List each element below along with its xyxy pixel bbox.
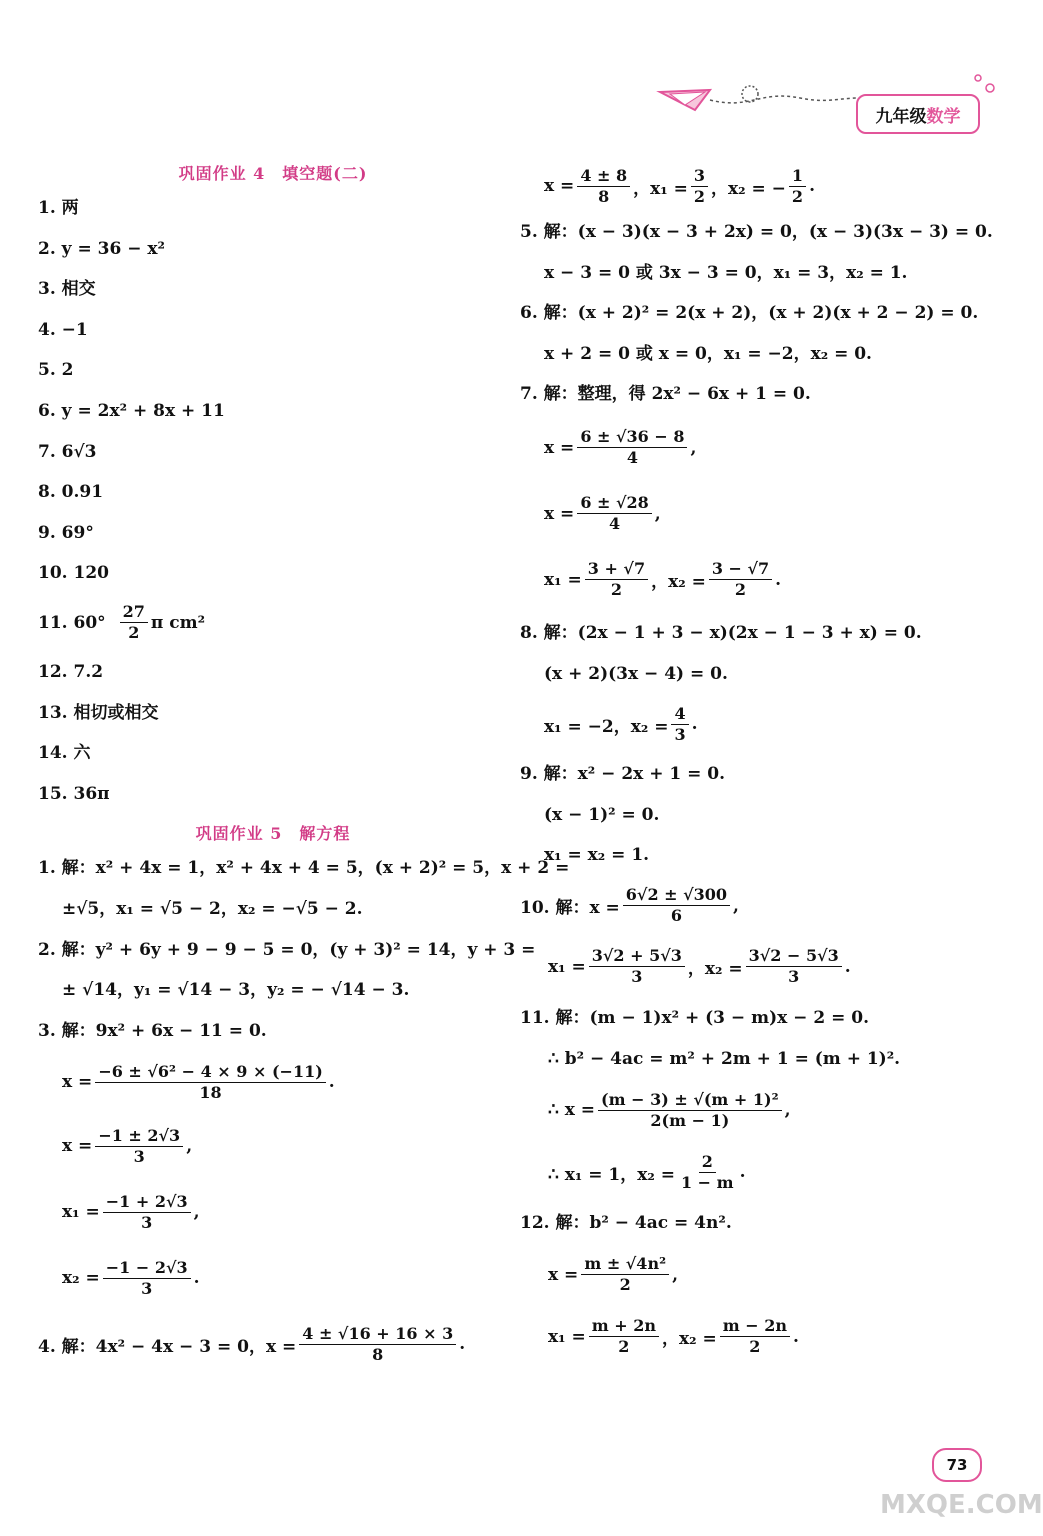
answer-8: 8. 0.91 — [38, 482, 104, 503]
x1-label: x₁ = — [548, 1326, 586, 1347]
q3-x2: x₂ = — [62, 1268, 100, 1289]
q10-fraction-3 — [746, 946, 842, 987]
q7-fraction-4 — [709, 559, 772, 600]
frac-den: 8 — [598, 186, 610, 206]
frac-num: 4 ± √16 + 16 × 3 — [299, 1324, 456, 1345]
q7-fraction-3 — [585, 559, 648, 600]
frac-den: 3 — [674, 724, 686, 744]
frac-den: 2 — [791, 186, 804, 206]
frac-num: 6 ± √28 — [577, 493, 651, 514]
q7-fraction-1 — [577, 427, 687, 468]
q9-line-b: (x − 1)² = 0. — [544, 804, 660, 825]
frac-den: 18 — [199, 1082, 222, 1102]
x2-label: ，x₂ = — [662, 1329, 717, 1350]
answer-11-fraction — [120, 602, 148, 643]
q3-fraction-4 — [103, 1258, 191, 1299]
frac-den: 3 — [141, 1278, 153, 1298]
frac-num: 3 − √7 — [709, 559, 772, 580]
q8-line-c: x₁ = −2，x₂ = $\frac{4}{3}$ . — [544, 703, 698, 744]
frac-num: −1 − 2√3 — [103, 1258, 191, 1279]
q7-fraction-2 — [577, 493, 651, 534]
badge-subject: 数学 — [926, 106, 961, 127]
q7-line-a: 7. 解：整理，得 2x² − 6x + 1 = 0. — [520, 384, 811, 405]
frac-num: −1 + 2√3 — [103, 1192, 191, 1213]
grade-subject-badge — [856, 94, 980, 134]
q11-line-c: ∴ x = $\frac{\text{(m − 3) ± √(m + 1)²}}{2(m - 1)}$ , — [548, 1089, 791, 1130]
q4-continued: x = $\frac{4 \pm 8}{8}$ ，x₁ = $\frac{3}{2}$ ，x₂ = − $\frac{1}{2}$ . — [544, 165, 815, 206]
q12-line-c: x₁ = $\frac{m + 2n}{2}$ ，x₂ = $\frac{m - 2n}{2}$ . — [548, 1316, 799, 1357]
q3-formula-1: x = $\frac{\text{−6 ± √6² − 4 × 9 × (−11)}}{18}$ . — [62, 1061, 335, 1102]
frac-num: 4 ± 8 — [577, 166, 630, 187]
q11-text-2: ∴ x₁ = 1，x₂ = — [548, 1164, 675, 1185]
frac-den: 3 — [141, 1212, 153, 1232]
q8-text: x₁ = −2，x₂ = — [544, 716, 669, 737]
frac-num: m + 2n — [589, 1316, 659, 1337]
q12-line-b: x = $\frac{\text{m ± √4n²}}{2}$ , — [548, 1254, 678, 1295]
answer-12: 12. 7.2 — [38, 661, 104, 682]
q11-fraction-1 — [598, 1090, 782, 1131]
q3-fraction-1 — [95, 1062, 325, 1103]
q3-formula-4: x₂ = $\frac{-1 - 2√3}{3}$ . — [62, 1257, 200, 1298]
answer-1: 1. 两 — [38, 198, 79, 218]
q10-text: 10. 解：x = — [520, 898, 620, 919]
x1-label: x₁ = — [548, 956, 586, 977]
q3-x: x = — [62, 1136, 93, 1157]
q11-fraction-2 — [678, 1152, 737, 1193]
answer-15: 15. 36π — [38, 783, 110, 804]
frac-num: −6 ± √6² − 4 × 9 × (−11) — [95, 1062, 325, 1083]
q9-line-a: 9. 解：x² − 2x + 1 = 0. — [520, 764, 726, 785]
frac-num: 27 — [120, 602, 148, 623]
q10-fraction-1 — [623, 885, 730, 926]
x2-label: ，x₂ = — [651, 572, 706, 593]
q1-line-a: 1. 解：x² + 4x = 1，x² + 4x + 4 = 5，(x + 2)² = 5，x + 2 = — [38, 858, 570, 879]
x-label: x = — [544, 503, 575, 524]
q6-line-a: 6. 解：(x + 2)² = 2(x + 2)，(x + 2)(x + 2 − 2) = 0. — [520, 303, 979, 324]
q3-x: x = — [62, 1072, 93, 1093]
q4-fraction — [299, 1324, 456, 1365]
watermark: MXQE.COM — [880, 1490, 1043, 1520]
answer-13: 13. 相切或相交 — [38, 702, 159, 723]
right-column — [520, 160, 1020, 1368]
q2-line-b: ± √14，y₁ = √14 − 3，y₂ = − √14 − 3. — [62, 980, 410, 1001]
frac-num: 3√2 − 5√3 — [746, 946, 842, 967]
frac-den: 4 — [626, 448, 638, 468]
q10-fraction-2 — [589, 946, 685, 987]
r0-fraction-3 — [789, 166, 806, 207]
answer-7: 7. 6√3 — [38, 441, 97, 462]
frac-den: 4 — [608, 514, 621, 534]
frac-num: 6√2 ± √300 — [623, 885, 730, 906]
answer-14: 14. 六 — [38, 743, 91, 764]
frac-den: 2 — [734, 580, 747, 600]
answer-3: 3. 相交 — [38, 279, 96, 300]
frac-den: 2 — [619, 1275, 631, 1295]
q7-formula-1: x = $\frac{6 \pm √36 - 8}{4}$ , — [544, 427, 697, 468]
q7-formula-3: x₁ = $\frac{3 + √7}{2}$ ，x₂ = $\frac{3 - √7}{2}$ . — [544, 559, 782, 600]
q12-fraction-2 — [589, 1316, 659, 1357]
q7-formula-2: x = $\frac{6 \pm √28}{4}$ , — [544, 493, 661, 534]
frac-den: 2 — [610, 580, 622, 600]
answer-11-angle: 11. 60° — [38, 612, 106, 633]
frac-num: 6 ± √36 − 8 — [577, 427, 687, 448]
q12-fraction-3 — [720, 1316, 790, 1357]
frac-num: 3√2 + 5√3 — [589, 946, 685, 967]
x-label: x = — [544, 176, 575, 196]
frac-den: 1 − m — [680, 1172, 734, 1192]
q5-line-b: x − 3 = 0 或 3x − 3 = 0，x₁ = 3，x₂ = 1. — [544, 262, 908, 283]
frac-num: (m − 3) ± √(m + 1)² — [598, 1090, 782, 1111]
frac-num: 3 — [691, 166, 708, 187]
frac-den: 3 — [788, 967, 800, 987]
page-number: 73 — [932, 1448, 982, 1482]
q10-line-b: x₁ = $\frac{3√2 + 5√3}{3}$ ，x₂ = $\frac{3√2 - 5√3}{3}$ . — [548, 946, 851, 987]
frac-num: m − 2n — [720, 1316, 790, 1337]
q11-line-a: 11. 解：(m − 1)x² + (3 − m)x − 2 = 0. — [520, 1007, 869, 1028]
q10-line-a: 10. 解：x = $\frac{6√2 \pm √300}{6}$ , — [520, 885, 739, 926]
frac-den: 3 — [631, 967, 643, 987]
r0-mid: ，x₁ = — [633, 178, 688, 199]
x-label: x = — [544, 437, 575, 458]
q8-fraction — [671, 704, 688, 745]
q3-line-a: 3. 解：9x² + 6x − 11 = 0. — [38, 1020, 267, 1041]
frac-num: 3 + √7 — [585, 559, 648, 580]
frac-den: 2 — [693, 186, 706, 206]
x2-label: ，x₂ = — [687, 959, 743, 980]
q11-text: ∴ x = — [548, 1100, 596, 1121]
q6-line-b: x + 2 = 0 或 x = 0，x₁ = −2，x₂ = 0. — [544, 343, 872, 364]
x-label: x = — [548, 1264, 579, 1285]
r0-fraction-2 — [691, 166, 708, 207]
r0-fraction-1 — [577, 166, 630, 207]
q1-line-b: ±√5，x₁ = √5 − 2，x₂ = −√5 − 2. — [62, 898, 363, 919]
x1-label: x₁ = — [544, 569, 582, 590]
q8-line-a: 8. 解：(2x − 1 + 3 − x)(2x − 1 − 3 + x) = 0. — [520, 622, 922, 643]
q3-x1: x₁ = — [62, 1202, 100, 1223]
q9-line-c: x₁ = x₂ = 1. — [544, 845, 650, 866]
frac-den: 2 — [749, 1337, 761, 1357]
frac-num: 4 — [671, 704, 688, 725]
q11-line-d: ∴ x₁ = 1，x₂ = $\frac{2}{1 - m}$ . — [548, 1151, 746, 1192]
answer-9: 9. 69° — [38, 522, 94, 543]
answer-2: 2. y = 36 − x² — [38, 238, 165, 259]
frac-den: 2 — [128, 623, 140, 643]
q12-fraction-1 — [581, 1254, 669, 1295]
frac-den: 6 — [670, 906, 682, 926]
q3-fraction-3 — [103, 1192, 191, 1233]
frac-den: 8 — [372, 1344, 384, 1364]
q4-text: 4. 解：4x² − 4x − 3 = 0，x = — [38, 1336, 297, 1357]
q3-formula-3: x₁ = $\frac{-1 + 2√3}{3}$ , — [62, 1191, 200, 1232]
q11-line-b: ∴ b² − 4ac = m² + 2m + 1 = (m + 1)². — [548, 1048, 901, 1069]
frac-num: m ± √4n² — [581, 1254, 669, 1275]
r0-mid2: ，x₂ = − — [711, 178, 786, 199]
answer-6: 6. y = 2x² + 8x + 11 — [38, 400, 225, 421]
section-title-4: 巩固作业 4 填空题(二) — [178, 164, 368, 183]
q2-line-a: 2. 解：y² + 6y + 9 − 9 − 5 = 0，(y + 3)² = 14，y + 3 = — [38, 939, 536, 960]
answer-5: 5. 2 — [38, 360, 74, 381]
frac-num: −1 ± 2√3 — [95, 1126, 183, 1147]
q8-line-b: (x + 2)(3x − 4) = 0. — [544, 663, 728, 684]
q12-line-a: 12. 解：b² − 4ac = 4n². — [520, 1213, 732, 1234]
frac-num: 1 — [789, 166, 806, 187]
badge-grade: 九年级 — [875, 106, 927, 127]
answer-10: 10. 120 — [38, 563, 109, 584]
frac-den: 2(m − 1) — [650, 1110, 730, 1130]
section-title-5: 巩固作业 5 解方程 — [195, 824, 351, 844]
q5-line-a: 5. 解：(x − 3)(x − 3 + 2x) = 0，(x − 3)(3x − 3) = 0. — [520, 222, 993, 242]
frac-den: 3 — [133, 1146, 145, 1166]
q3-fraction-2 — [95, 1126, 183, 1167]
q4-line: 4. 解：4x² − 4x − 3 = 0，x = $\frac{4 \pm √16 + 16 \times 3}{8}$ . — [38, 1323, 466, 1364]
frac-den: 2 — [618, 1337, 630, 1357]
answer-11-unit: π cm² — [150, 612, 206, 633]
answer-4: 4. −1 — [38, 319, 88, 340]
frac-num: 2 — [699, 1152, 716, 1173]
q3-formula-2: x = $\frac{-1 \pm 2√3}{3}$ , — [62, 1125, 193, 1166]
answer-11 — [38, 594, 508, 652]
